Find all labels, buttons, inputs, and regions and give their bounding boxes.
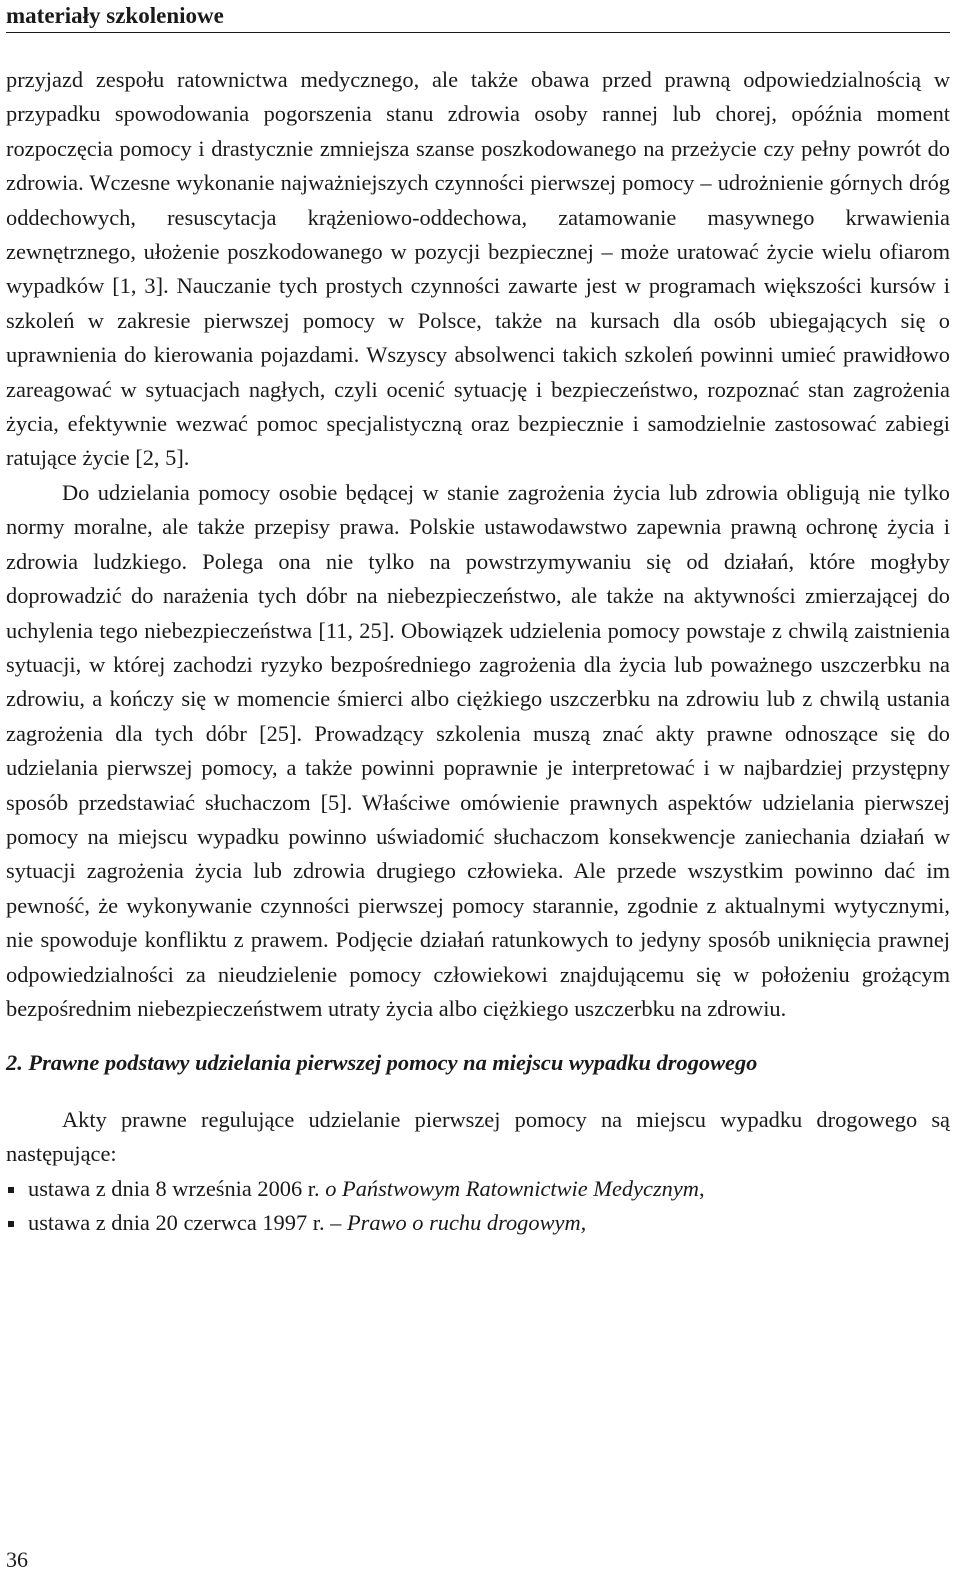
square-bullet-icon [8, 1187, 14, 1193]
act-title: Prawo o ruchu drogowym [346, 1210, 581, 1235]
section-heading: 2. Prawne podstawy udzielania pierwszej pomocy na miejscu wypadku drogowego [6, 1050, 758, 1076]
list-item [6, 1172, 950, 1206]
section-intro: Akty prawne regulujące udzielanie pierwszej pomocy na miejscu wypadku drogowego są następujące: [6, 1106, 950, 1167]
act-date: ustawa z dnia 8 września 2006 r. [28, 1175, 320, 1201]
act-suffix: , [698, 1175, 705, 1201]
square-bullet-icon [8, 1221, 14, 1227]
page-number: 36 [6, 1547, 28, 1572]
act-title: o Państwowym Ratownictwie Medycznym [325, 1175, 699, 1201]
document-page [6, 0, 950, 1240]
list-item [6, 1206, 950, 1240]
act-date: ustawa z dnia 20 czerwca 1997 r. – [28, 1210, 342, 1235]
legal-acts-list [6, 1172, 950, 1241]
paragraph: Do udzielania pomocy osobie będącej w stanie zagrożenia życia lub zdrowia obligują nie tylko normy moralne, ale także przepisy prawa. Polskie ustawodawstwo zapewnia prawną ochronę życia i zdrowia ludzkiego. Polega ona nie tylko na powstrzymywaniu się od działań, które mogłyby doprowadzić do narażenia tych dóbr na niebezpieczeństwo, ale także na aktywności zmierzającej do uchylenia tego niebezpieczeństwa [11, 25]. Obowiązek udzielenia pomocy powstaje z chwilą zaistnienia sytuacji, w której zachodzi ryzyko bezpośredniego zagrożenia dla życia lub poważnego uszczerbku na zdrowiu, a kończy się w momencie śmierci albo ciężkiego uszczerbku na zdrowiu lub z chwilą ustania zagrożenia dla tych dóbr [25]. Prowadzący szkolenia muszą znać akty prawne odnoszące się do udzielania pierwszej pomocy, a także powinni poprawnie je interpretować i w najbardziej przystępny sposób przedstawiać słuchaczom [5]. Właściwe omówienie prawnych aspektów udzielania pierwszej pomocy na miejscu wypadku powinno uświadomić słuchaczom konsekwencje zaniechania działań w sytuacji zagrożenia życia lub zdrowia drugiego człowieka. Ale przede wszystkim powinno dać im pewność, że wykonywanie czynności pierwszej pomocy starannie, zgodnie z aktualnymi wytycznymi, nie spowoduje konfliktu z prawem. Podjęcie działań ratunkowych to jedyny sposób uniknięcia prawnej odpowiedzialności za nieudzielenie pomocy człowiekowi znajdującemu się w położeniu grożącym bezpośrednim niebezpieczeństwem utraty życia albo ciężkiego uszczerbku na zdrowiu. [6, 479, 950, 1021]
body-text [6, 63, 950, 1026]
running-head: materiały szkoleniowe [6, 0, 950, 33]
act-suffix: , [580, 1210, 587, 1235]
paragraph-continued: przyjazd zespołu ratownictwa medycznego, ale także obawa przed prawną odpowiedzialnością w przypadku spowodowania pogorszenia stanu zdrowia osoby rannej lub chorej, opóźnia moment rozpoczęcia pomocy i drastycznie zmniejsza szanse poszkodowanego na przeżycie czy pełny powrót do zdrowia. Wczesne wykonanie najważniejszych czynności pierwszej pomocy – udrożnienie górnych dróg oddechowych, resuscytacja krążeniowo-oddechowa, zatamowanie masywnego krwawienia zewnętrznego, ułożenie poszkodowanego w pozycji bezpiecznej – może uratować życie wielu ofiarom wypadków [1, 3]. Nauczanie tych prostych czynności zawarte jest w programach większości kursów i szkoleń w zakresie pierwszej pomocy w Polsce, także na kursach dla osób ubiegających się o uprawnienia do kierowania pojazdami. Wszyscy absolwenci takich szkoleń powinni umieć prawidłowo zareagować w sytuacjach nagłych, czyli ocenić sytuację i bezpieczeństwo, rozpoznać stan zagrożenia życia, efektywnie wezwać pomoc specjalistyczną oraz bezpiecznie i samodzielnie zastosować zabiegi ratujące życie [2, 5]. [6, 67, 950, 471]
